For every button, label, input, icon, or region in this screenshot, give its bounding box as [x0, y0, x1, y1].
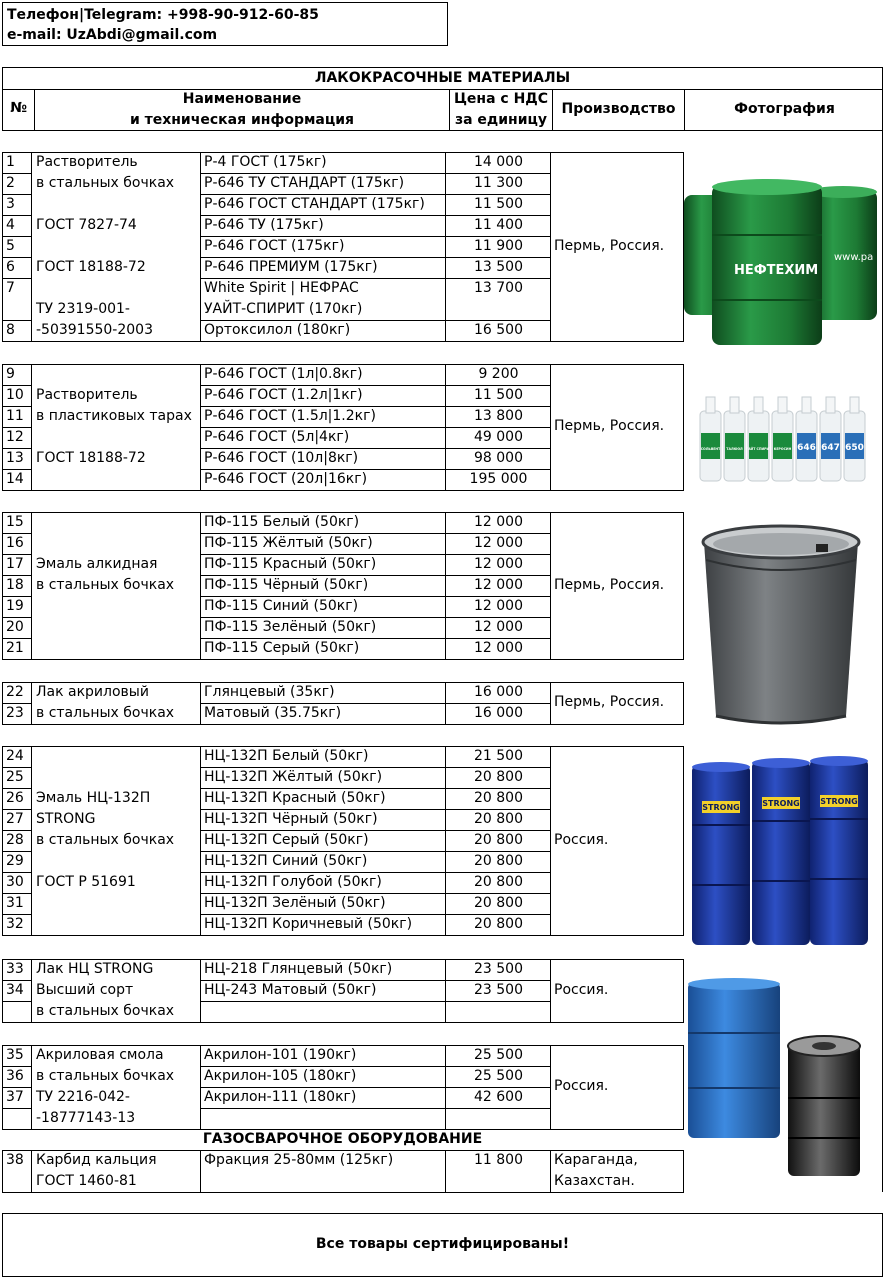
item-name: Р-646 ГОСТ (1.5л|1.2кг) [204, 408, 376, 424]
item-number: 27 [6, 811, 24, 827]
item-name: НЦ-132П Белый (50кг) [204, 748, 369, 764]
item-name: ПФ-115 Белый (50кг) [204, 514, 360, 530]
item-number: 28 [6, 832, 24, 848]
group-description: ГОСТ 18188-72 [36, 450, 146, 466]
group-description: Карбид кальция [36, 1152, 157, 1168]
group-description: в стальных бочках [36, 577, 175, 593]
item-name: ПФ-115 Красный (50кг) [204, 556, 377, 572]
group-description: в стальных бочках [36, 832, 175, 848]
bottle [724, 397, 745, 481]
item-name: Акрилон-111 (180кг) [204, 1089, 357, 1105]
item-name: НЦ-132П Коричневый (50кг) [204, 916, 413, 932]
blue-black-drums-image [688, 978, 880, 1188]
photo-green-drums [684, 150, 880, 350]
phone-telegram: Телефон|Telegram: +998-90-912-60-85 [7, 7, 319, 23]
item-name: Р-646 ГОСТ (1.2л|1кг) [204, 387, 363, 403]
group-description: ГОСТ 18188-72 [36, 259, 146, 275]
item-number: 36 [6, 1068, 24, 1084]
item-name: Р-646 ГОСТ (1л|0.8кг) [204, 366, 363, 382]
item-price: 12 000 [474, 514, 523, 530]
green-drum-url: www.pa [834, 252, 874, 263]
item-number: 22 [6, 684, 24, 700]
item-number: 21 [6, 640, 24, 656]
contact-box [2, 2, 448, 46]
header-price-2: за единицу [454, 112, 548, 128]
item-name-line2: УАЙТ-СПИРИТ (170кг) [204, 301, 363, 317]
item-number: 30 [6, 874, 24, 890]
item-price: 12 000 [474, 556, 523, 572]
group-description: -18777143-13 [36, 1110, 136, 1126]
item-price: 20 800 [474, 790, 523, 806]
item-number: 1 [6, 154, 15, 170]
bottle [772, 397, 793, 481]
item-price: 25 500 [474, 1047, 523, 1063]
group-description: -50391550-2003 [36, 322, 153, 338]
item-name: Р-4 ГОСТ (175кг) [204, 154, 327, 170]
item-price: 49 000 [474, 429, 523, 445]
strong-drum-label: STRONG [702, 803, 740, 812]
item-price: 23 500 [474, 961, 523, 977]
item-number: 12 [6, 429, 24, 445]
item-name: Р-646 ГОСТ (5л|4кг) [204, 429, 350, 445]
item-number: 14 [6, 471, 24, 487]
gas-section-title: ГАЗОСВАРОЧНОЕ ОБОРУДОВАНИЕ [202, 1131, 483, 1147]
group-description: Акриловая смола [36, 1047, 164, 1063]
item-price: 12 000 [474, 598, 523, 614]
item-price: 20 800 [474, 895, 523, 911]
item-number: 15 [6, 514, 24, 530]
item-name: НЦ-132П Красный (50кг) [204, 790, 386, 806]
item-number: 24 [6, 748, 24, 764]
item-number: 16 [6, 535, 24, 551]
item-name: Глянцевый (35кг) [204, 684, 335, 700]
item-number: 11 [6, 408, 24, 424]
production-origin: Казахстан. [554, 1173, 635, 1189]
item-price: 13 500 [474, 259, 523, 275]
row-divider [2, 1108, 32, 1109]
item-name: ПФ-115 Чёрный (50кг) [204, 577, 369, 593]
bottle [820, 397, 841, 481]
item-number: 2 [6, 175, 15, 191]
item-price: 13 700 [474, 280, 523, 296]
bottle [796, 397, 817, 481]
item-price: 11 400 [474, 217, 523, 233]
item-number: 5 [6, 238, 15, 254]
bottles-image [696, 393, 868, 485]
column-divider [200, 959, 201, 1023]
item-price: 14 000 [474, 154, 523, 170]
item-number: 19 [6, 598, 24, 614]
table-header [2, 67, 883, 131]
bottle-label: ТАЛЮОЛ [726, 447, 743, 451]
column-divider [200, 746, 201, 936]
item-number: 7 [6, 280, 15, 296]
group-description: Лак акриловый [36, 684, 149, 700]
item-name: Р-646 ТУ (175кг) [204, 217, 324, 233]
production-origin: Россия. [554, 1078, 609, 1094]
group-description: Высший сорт [36, 982, 134, 998]
item-name: Р-646 ТУ СТАНДАРТ (175кг) [204, 175, 405, 191]
production-origin: Россия. [554, 832, 609, 848]
production-origin: Пермь, Россия. [554, 238, 665, 254]
item-price: 16 500 [474, 322, 523, 338]
item-name: НЦ-132П Зелёный (50кг) [204, 895, 386, 911]
item-number: 37 [6, 1089, 24, 1105]
item-name: Фракция 25-80мм (125кг) [204, 1152, 394, 1168]
item-number: 32 [6, 916, 24, 932]
bottle [746, 397, 773, 481]
item-name: Р-646 ГОСТ (175кг) [204, 238, 345, 254]
item-price: 11 300 [474, 175, 523, 191]
header-photo: Фотография [734, 101, 835, 117]
section-title: ЛАКОКРАСОЧНЫЕ МАТЕРИАЛЫ [314, 70, 571, 86]
group-description: в стальных бочках [36, 175, 175, 191]
item-price: 98 000 [474, 450, 523, 466]
item-price: 12 000 [474, 619, 523, 635]
column-divider [31, 152, 32, 342]
item-number: 38 [6, 1152, 24, 1168]
item-price: 11 500 [474, 196, 523, 212]
item-number: 33 [6, 961, 24, 977]
item-price: 195 000 [469, 471, 528, 487]
item-price: 42 600 [474, 1089, 523, 1105]
production-origin: Россия. [554, 982, 609, 998]
item-number: 35 [6, 1047, 24, 1063]
item-price: 16 000 [474, 705, 523, 721]
strong-drum [810, 756, 868, 945]
column-divider [200, 1150, 201, 1193]
group-description: Эмаль НЦ-132П [36, 790, 151, 806]
item-price: 25 500 [474, 1068, 523, 1084]
item-price: 11 500 [474, 387, 523, 403]
bottle [844, 397, 865, 481]
bottle-label: СОЛЬВЕНТ [700, 447, 721, 451]
item-price: 20 800 [474, 853, 523, 869]
item-number: 8 [6, 322, 15, 338]
item-number: 6 [6, 259, 15, 275]
item-name: НЦ-132П Жёлтый (50кг) [204, 769, 383, 785]
item-price: 13 800 [474, 408, 523, 424]
row-divider [201, 1108, 551, 1109]
item-number: 3 [6, 196, 15, 212]
item-name: ПФ-115 Синий (50кг) [204, 598, 359, 614]
item-name: White Spirit | НЕФРАС [204, 280, 359, 296]
item-price: 16 000 [474, 684, 523, 700]
item-name: ПФ-115 Серый (50кг) [204, 640, 360, 656]
item-name: НЦ-132П Чёрный (50кг) [204, 811, 378, 827]
column-divider [31, 959, 32, 1023]
item-number: 4 [6, 217, 15, 233]
item-name: НЦ-132П Голубой (50кг) [204, 874, 382, 890]
item-price: 9 200 [478, 366, 519, 382]
item-name: Р-646 ГОСТ СТАНДАРТ (175кг) [204, 196, 425, 212]
group-description: ТУ 2319-001- [36, 301, 130, 317]
bottle [700, 397, 721, 481]
strong-drum-label: STRONG [762, 799, 800, 808]
production-origin: Караганда, [554, 1152, 638, 1168]
item-name: Р-646 ГОСТ (10л|8кг) [204, 450, 359, 466]
item-price: 20 800 [474, 916, 523, 932]
photo-plastic-bottles [696, 393, 868, 485]
header-price-1: Цена с НДС [453, 91, 549, 107]
item-name: Ортоксилол (180кг) [204, 322, 351, 338]
strong-drums-image [690, 755, 880, 955]
green-drum-label: НЕФТЕХИМ [734, 263, 819, 278]
item-price: 23 500 [474, 982, 523, 998]
group-description: в стальных бочках [36, 705, 175, 721]
header-number: № [10, 100, 27, 116]
green-drums-image [684, 150, 880, 350]
item-number: 23 [6, 705, 24, 721]
item-name: Матовый (35.75кг) [204, 705, 342, 721]
item-number: 10 [6, 387, 24, 403]
item-name: Р-646 ПРЕМИУМ (175кг) [204, 259, 378, 275]
item-price: 20 800 [474, 832, 523, 848]
item-price: 11 800 [474, 1152, 523, 1168]
item-number: 20 [6, 619, 24, 635]
production-origin: Пермь, Россия. [554, 694, 665, 710]
grey-pail-image [696, 520, 866, 726]
item-name: НЦ-218 Глянцевый (50кг) [204, 961, 393, 977]
item-price: 11 900 [474, 238, 523, 254]
item-number: 17 [6, 556, 24, 572]
strong-drum-label: STRONG [820, 797, 858, 806]
group-description: в стальных бочках [36, 1068, 175, 1084]
item-name: ПФ-115 Жёлтый (50кг) [204, 535, 373, 551]
header-name-2: и техническая информация [129, 112, 355, 128]
group-description: в пластиковых тарах [36, 408, 192, 424]
group-description: Растворитель [36, 387, 138, 403]
item-price: 12 000 [474, 640, 523, 656]
item-name: Акрилон-105 (180кг) [204, 1068, 357, 1084]
bottle-label: 647 [821, 443, 840, 453]
item-name: НЦ-132П Серый (50кг) [204, 832, 369, 848]
bottle-label: КЕРОСИН [773, 447, 792, 451]
item-price: 12 000 [474, 535, 523, 551]
header-name-1: Наименование [182, 91, 302, 107]
item-price: 20 800 [474, 811, 523, 827]
item-price: 20 800 [474, 769, 523, 785]
group-description: STRONG [36, 811, 96, 827]
bottle-label: 650 [845, 443, 864, 453]
row-divider [2, 1001, 32, 1002]
group-description: Лак НЦ STRONG [36, 961, 154, 977]
bottle-label: УАЙТ СПИРИТ [745, 447, 772, 451]
item-name: Акрилон-101 (190кг) [204, 1047, 357, 1063]
group-description: ГОСТ 1460-81 [36, 1173, 137, 1189]
group-description: Растворитель [36, 154, 138, 170]
bottle-label: 646 [797, 443, 816, 453]
item-number: 34 [6, 982, 24, 998]
photo-grey-pail [696, 520, 866, 726]
group-description: ГОСТ 7827-74 [36, 217, 137, 233]
item-number: 13 [6, 450, 24, 466]
email: e-mail: UzAbdi@gmail.com [7, 27, 218, 43]
production-origin: Пермь, Россия. [554, 577, 665, 593]
header-production: Производство [561, 101, 676, 117]
item-name: НЦ-132П Синий (50кг) [204, 853, 368, 869]
item-number: 31 [6, 895, 24, 911]
column-divider [31, 1150, 32, 1193]
item-name: Р-646 ГОСТ (20л|16кг) [204, 471, 368, 487]
item-name: ПФ-115 Зелёный (50кг) [204, 619, 377, 635]
column-divider [31, 746, 32, 936]
footer-box [2, 1213, 883, 1277]
column-divider [200, 152, 201, 342]
item-number: 25 [6, 769, 24, 785]
production-origin: Пермь, Россия. [554, 418, 665, 434]
item-number: 18 [6, 577, 24, 593]
item-name: НЦ-243 Матовый (50кг) [204, 982, 377, 998]
item-number: 26 [6, 790, 24, 806]
item-price: 12 000 [474, 577, 523, 593]
group-description: Эмаль алкидная [36, 556, 158, 572]
group-description: в стальных бочках [36, 1003, 175, 1019]
photo-blue-and-black-drums [688, 978, 880, 1188]
group-description: ТУ 2216-042- [36, 1089, 130, 1105]
row-divider [201, 1001, 551, 1002]
strong-drum [752, 758, 810, 945]
item-number: 9 [6, 366, 15, 382]
group-description: ГОСТ Р 51691 [36, 874, 136, 890]
item-price: 20 800 [474, 874, 523, 890]
certified-note: Все товары сертифицированы! [315, 1236, 570, 1252]
item-price: 21 500 [474, 748, 523, 764]
item-number: 29 [6, 853, 24, 869]
strong-drum [692, 762, 750, 945]
photo-blue-strong-drums [690, 755, 880, 955]
